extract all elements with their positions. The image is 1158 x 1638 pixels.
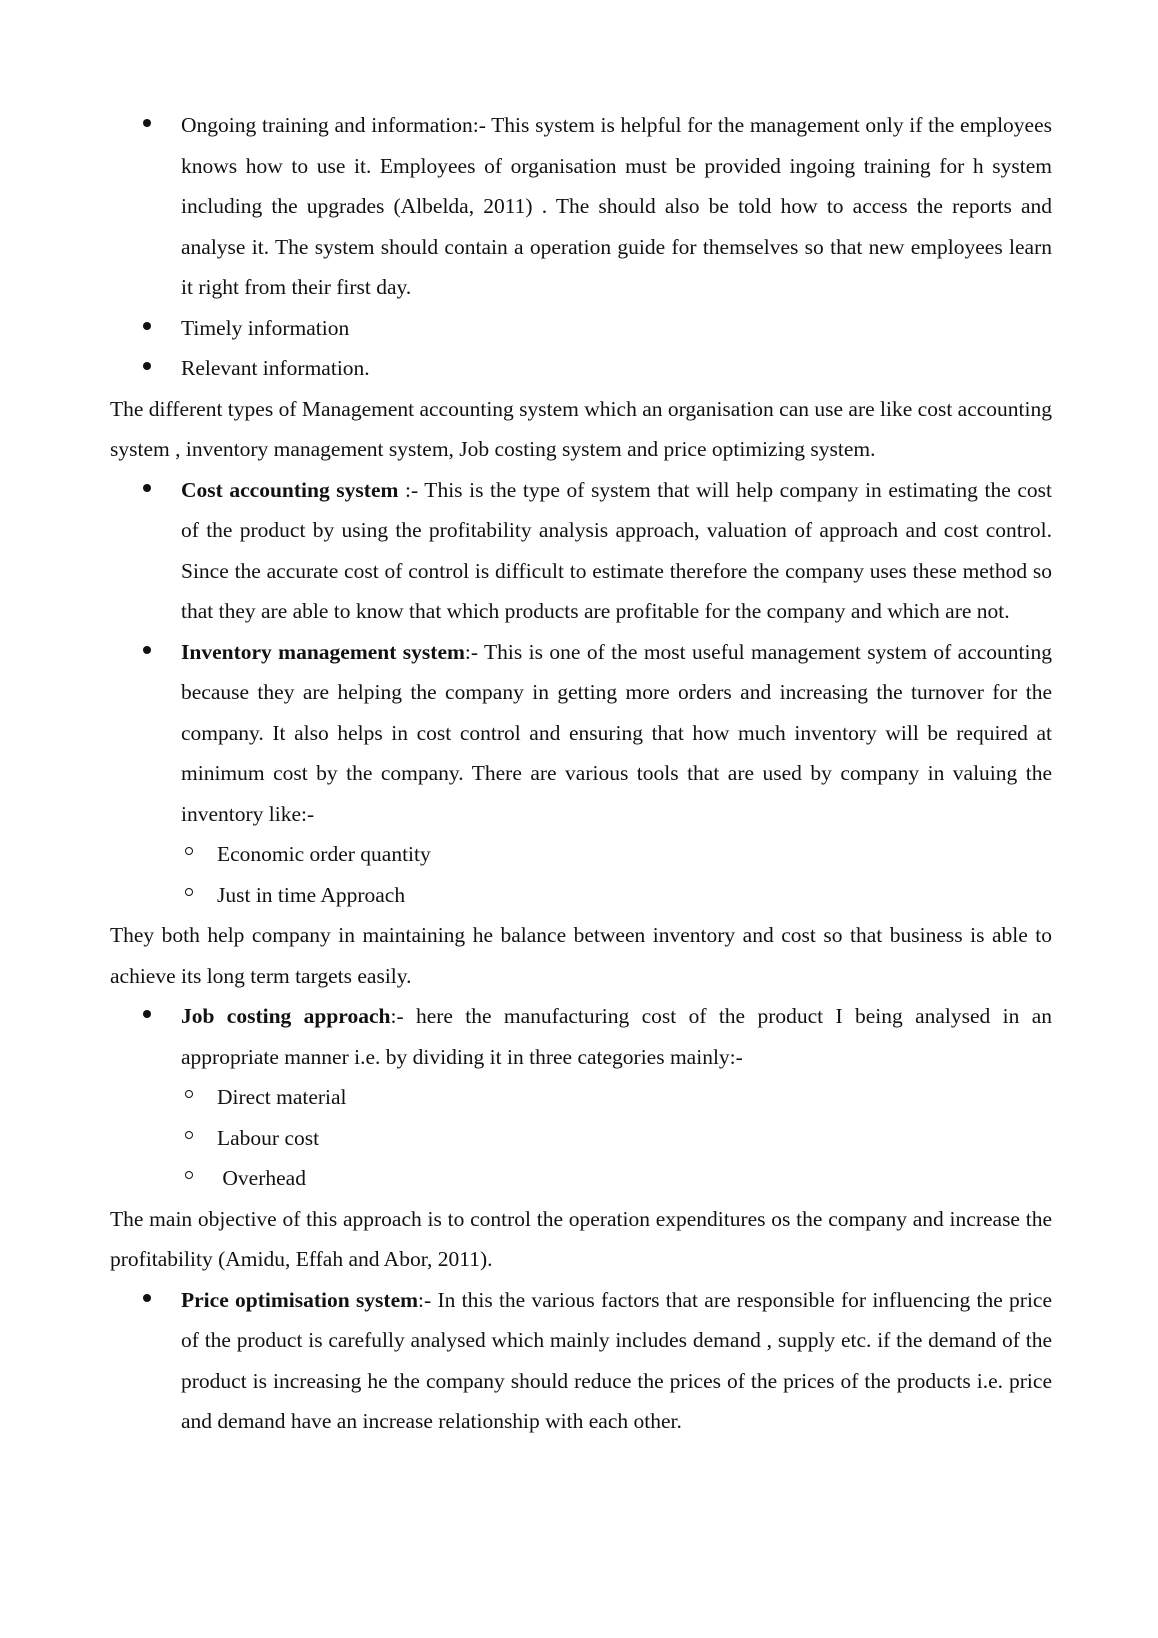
- circle-bullet-icon: [185, 834, 193, 875]
- sub-bullet-text: Just in time Approach: [217, 882, 406, 907]
- sub-bullet-overhead: [110, 1158, 1052, 1199]
- paragraph-balance: They both help company in maintaining he balance between inventory and cost so that business is able to achieve its long term targets easily.: [110, 923, 1052, 988]
- paragraph-types-of-systems: The different types of Management accounting system which an organisation can use are like cost accounting system , inventory management system, Job costing system and price optimizing system.: [110, 396, 1052, 461]
- sub-bullet-labour-cost: [110, 1118, 1052, 1159]
- bullet-price-optimisation-system: [110, 1280, 1052, 1442]
- bullet-icon: [143, 308, 163, 349]
- sub-bullet-text: Economic order quantity: [217, 842, 431, 866]
- bullet-text: :- here the manufacturing cost of the product I being analysed in an appropriate manner i.e. by dividing it in three categories mainly:-: [181, 1004, 1052, 1069]
- bullet-relevant-information: [110, 348, 1052, 389]
- circle-bullet-icon: [185, 875, 193, 916]
- bullet-heading: Inventory management system: [181, 639, 465, 664]
- bullet-text: :- In this the various factors that are responsible for influencing the price of the product is carefully analysed which mainly includes demand , supply etc. if the demand of the product is increasing he the company should reduce the prices of the prices of the products i.e. price and demand have an increase relationship with each other.: [181, 1287, 1052, 1433]
- document-body: [110, 105, 1052, 1442]
- circle-bullet-icon: [185, 1158, 193, 1199]
- bullet-text: Relevant information.: [181, 356, 370, 380]
- bullet-heading: Price optimisation system: [181, 1287, 419, 1312]
- bullet-text: Ongoing training and information:- This system is helpful for the management only if the employees knows how to use it. Employees of organisation must be provided ingoing training for h system including the upgrades (Albelda, 2011) . The should also be told how to access the reports and analyse it. The system should contain a operation guide for themselves so that new employees learn it right from their first day.: [181, 113, 1052, 299]
- bullet-timely-information: [110, 308, 1052, 349]
- sub-bullet-text: Overhead: [217, 1166, 306, 1190]
- bullet-inventory-management-system: [110, 632, 1052, 835]
- sub-bullet-text: Labour cost: [217, 1125, 320, 1150]
- sub-bullet-just-in-time: [110, 875, 1052, 916]
- bullet-job-costing-approach: [110, 996, 1052, 1077]
- bullet-text: :- This is one of the most useful management system of accounting because they are helping the company in getting more orders and increasing the turnover for the company. It also helps in cost control and ensuring that how much inventory will be required at minimum cost by the company. There are various tools that are used by company in valuing the inventory like:-: [181, 639, 1052, 826]
- bullet-icon: [143, 996, 163, 1037]
- sub-bullet-direct-material: [110, 1077, 1052, 1118]
- bullet-icon: [143, 470, 163, 511]
- bullet-icon: [143, 348, 163, 389]
- sub-bullet-text: Direct material: [217, 1085, 347, 1109]
- bullet-heading: Cost accounting system: [181, 477, 399, 502]
- bullet-text: Timely information: [181, 315, 350, 340]
- bullet-heading: Job costing approach: [181, 1004, 391, 1028]
- circle-bullet-icon: [185, 1077, 193, 1118]
- bullet-icon: [143, 632, 163, 673]
- circle-bullet-icon: [185, 1118, 193, 1159]
- sub-bullet-economic-order-quantity: [110, 834, 1052, 875]
- bullet-text: :- This is the type of system that will help company in estimating the cost of the product by using the profitability analysis approach, valuation of approach and cost control. Since the accurate cost of control is difficult to estimate therefore the company uses these method so that they are able to know that which products are profitable for the company and which are not.: [181, 477, 1052, 623]
- bullet-cost-accounting-system: [110, 470, 1052, 632]
- bullet-icon: [143, 105, 163, 146]
- bullet-icon: [143, 1280, 163, 1321]
- bullet-ongoing-training: [110, 105, 1052, 308]
- paragraph-main-objective: The main objective of this approach is to control the operation expenditures os the company and increase the profitability (Amidu, Effah and Abor, 2011).: [110, 1206, 1052, 1271]
